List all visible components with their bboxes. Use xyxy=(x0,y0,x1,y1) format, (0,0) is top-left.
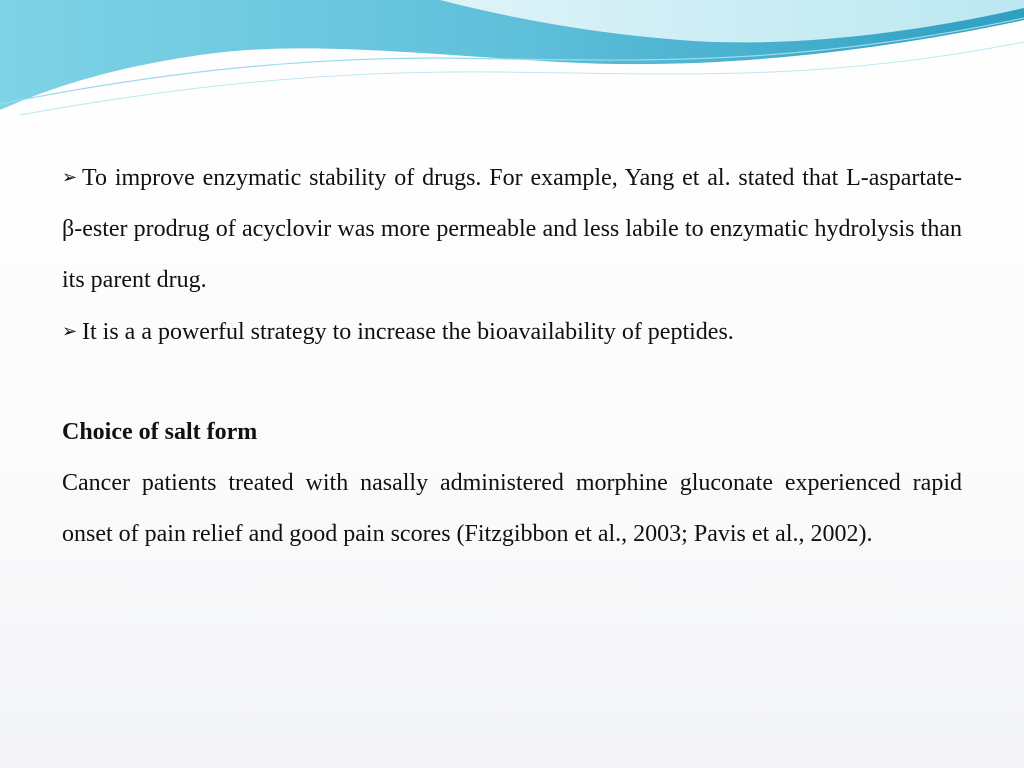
slide-content xyxy=(62,152,962,560)
bullet-peptides xyxy=(62,306,962,358)
bullet-text: It is a a powerful strategy to increase the bioavailability of peptides. xyxy=(82,319,734,345)
bullet-text: To improve enzymatic stability of drugs. For example, Yang et al. stated that L-aspartate- β-ester prodrug of acyclovir was more permeable and less labile to enzymatic hydrolysis than its parent drug. xyxy=(62,165,962,293)
arrow-bullet-icon: ➢ xyxy=(62,321,78,342)
decorative-wave-header xyxy=(0,0,1024,120)
bullet-enzymatic-stability xyxy=(62,152,962,306)
arrow-bullet-icon: ➢ xyxy=(62,167,78,188)
section-heading: Choice of salt form xyxy=(62,419,258,445)
section-paragraph: Cancer patients treated with nasally administered morphine gluconate experienced rapid onset of pain relief and good pain scores (Fitzgibbon et al., 2003; Pavis et al., 2002). xyxy=(62,470,962,547)
spacer xyxy=(62,358,962,407)
